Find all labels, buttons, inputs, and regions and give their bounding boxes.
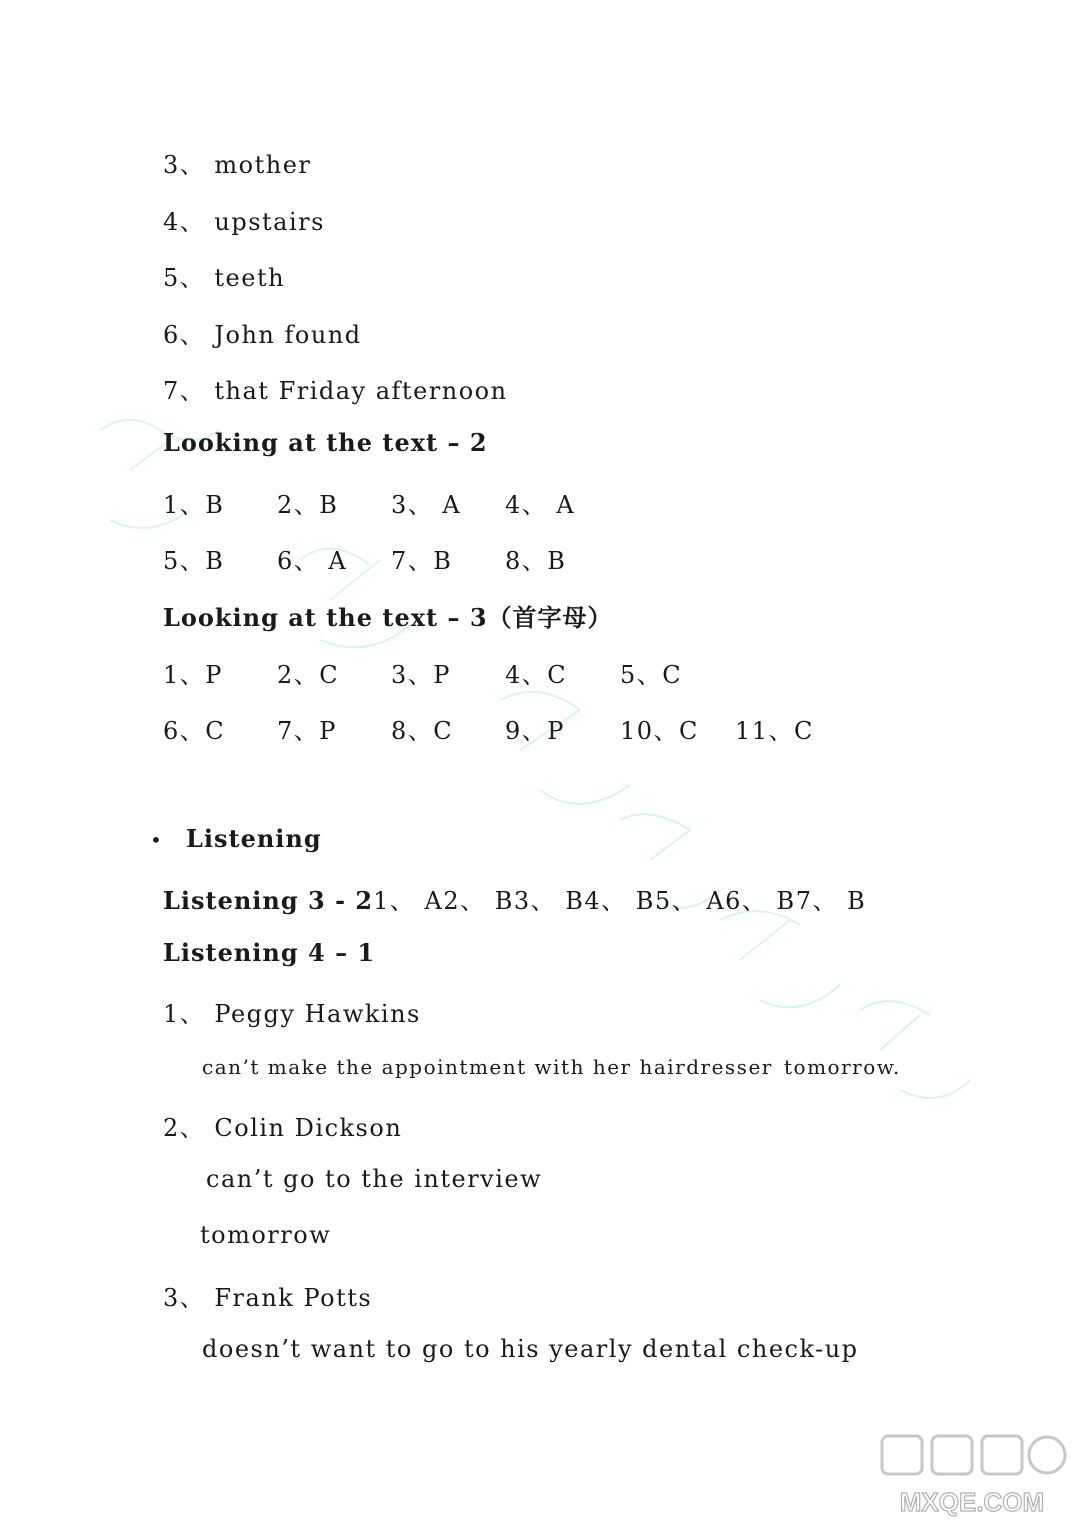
logo-text: MXQE.COM [899, 1487, 1045, 1517]
listening-item-detail: can’t go to the interview [206, 1165, 543, 1193]
answer-cell: 2、B [277, 491, 339, 519]
answer-cell: 11、C [735, 717, 814, 745]
answer-cell: 3、 A [391, 491, 462, 519]
answer-4: 4、 upstairs [163, 208, 325, 236]
answer-cell: 7、B [391, 547, 453, 575]
bullet-icon: • [150, 828, 162, 852]
logo-graphic [872, 1431, 1072, 1521]
answer-7: 7、 that Friday afternoon [163, 377, 508, 405]
section-heading-3: Looking at the text – 3（首字母） [163, 603, 613, 632]
listening-item-detail: can’t make the appointment with her hairdresser [202, 1055, 773, 1079]
answer-cell: 5、B [163, 547, 225, 575]
answer-cell: 8、C [391, 717, 454, 745]
answer-cell: 5、C [620, 661, 683, 689]
listening-3-answers: 1、 A2、 B3、 B4、 B5、 A6、 B7、 B [373, 887, 867, 915]
site-logo [872, 1431, 1072, 1521]
listening-item-name: 2、 Colin Dickson [163, 1114, 403, 1142]
answer-cell: 7、P [277, 717, 337, 745]
listening-title: Listening [186, 824, 322, 853]
answer-cell: 6、 A [277, 547, 348, 575]
listening-item-extra: tomorrow [200, 1221, 332, 1249]
answer-3: 3、 mother [163, 151, 312, 179]
answer-6: 6、 John found [163, 321, 362, 349]
answer-cell: 8、B [505, 547, 567, 575]
answer-cell: 1、P [163, 661, 223, 689]
answer-cell: 3、P [391, 661, 451, 689]
listening-4-heading: Listening 4 – 1 [163, 938, 376, 967]
listening-3-line [163, 881, 866, 916]
listening-item-name: 3、 Frank Potts [163, 1284, 373, 1312]
answer-cell: 10、C [620, 717, 699, 745]
listening-item-extra: tomorrow. [784, 1055, 901, 1079]
section-heading-2: Looking at the text – 2 [163, 428, 488, 457]
listening-item-name: 1、 Peggy Hawkins [163, 1000, 421, 1028]
answer-cell: 1、B [163, 491, 225, 519]
answer-cell: 4、C [505, 661, 568, 689]
answer-cell: 6、C [163, 717, 226, 745]
answer-cell: 2、C [277, 661, 340, 689]
answer-cell: 4、 A [505, 491, 576, 519]
answer-cell: 9、P [505, 717, 565, 745]
listening-3-label: Listening 3 - 2 [163, 886, 374, 915]
answer-5: 5、 teeth [163, 264, 286, 292]
listening-item-detail: doesn’t want to go to his yearly dental check-up [202, 1335, 859, 1363]
